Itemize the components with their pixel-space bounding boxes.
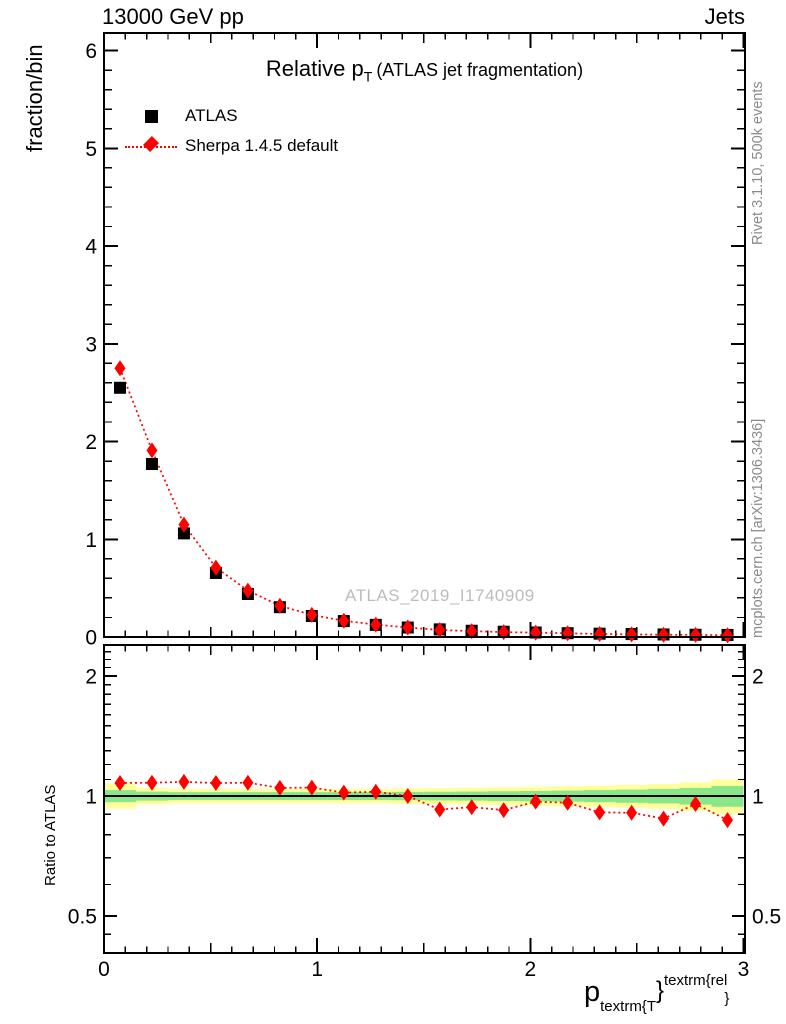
ratio-ytick-label-left: 0.5: [67, 905, 97, 929]
main-ytick-label: 6: [85, 40, 97, 64]
legend-item-atlas: ATLAS: [185, 106, 238, 125]
plot-title: [104, 56, 745, 84]
ratio-data-point: [242, 775, 253, 791]
sherpa-data-point: [114, 360, 125, 376]
analysis-watermark: ATLAS_2019_I1740909: [345, 586, 535, 605]
atlas-data-point: [146, 458, 158, 470]
x-axis-label-brace1: }: [655, 977, 664, 1004]
mcplots-citation-note: mcplots.cern.ch [arXiv:1306.3436]: [750, 418, 766, 638]
main-ytick-label: 2: [85, 431, 97, 455]
plot-title-subscript: T: [363, 68, 373, 85]
plot-title-paren: (ATLAS jet fragmentation): [376, 60, 584, 80]
x-axis-label-base: p: [584, 976, 601, 1008]
ratio-ytick-label-left: 2: [85, 665, 97, 689]
main-ytick-label: 1: [85, 528, 97, 552]
xtick-label: 0: [98, 958, 110, 981]
x-axis-label-brace2: }: [724, 990, 730, 1007]
main-ytick-label: 3: [85, 333, 97, 357]
ratio-data-point: [722, 812, 733, 828]
atlas-data-point: [114, 382, 126, 394]
plot-title-main: Relative p: [265, 56, 364, 81]
ratio-ytick-label-right: 1: [752, 785, 764, 809]
main-ytick-label: 0: [85, 626, 97, 650]
xtick-label: 1: [311, 958, 324, 981]
process-label: Jets: [704, 4, 745, 29]
rivet-version-note: Rivet 3.1.10, 500k events: [750, 81, 766, 245]
y-axis-label-main: fraction/bin: [22, 44, 47, 152]
x-axis-label: [584, 972, 730, 1015]
ratio-ytick-label-right: 0.5: [752, 905, 782, 929]
beam-energy-label: 13000 GeV pp: [102, 4, 244, 29]
ratio-ytick-label-left: 1: [85, 785, 97, 809]
ratio-data-point: [658, 811, 669, 827]
x-axis-label-superscript: textrm{rel: [664, 972, 728, 989]
legend-item-sherpa: Sherpa 1.4.5 default: [185, 136, 339, 155]
ratio-data-point: [210, 775, 221, 791]
x-axis-label-subscript: textrm{T: [600, 998, 656, 1015]
ratio-data-point: [178, 774, 189, 790]
main-ytick-label: 4: [85, 235, 97, 259]
main-ytick-label: 5: [85, 137, 97, 161]
y-axis-label-ratio: Ratio to ATLAS: [42, 784, 59, 886]
ratio-ytick-label-right: 2: [752, 665, 764, 689]
atlas-square-marker-icon: [145, 110, 158, 123]
sherpa-data-point: [146, 442, 157, 458]
xtick-label: 2: [524, 958, 537, 981]
xtick-label: 3: [737, 958, 750, 981]
